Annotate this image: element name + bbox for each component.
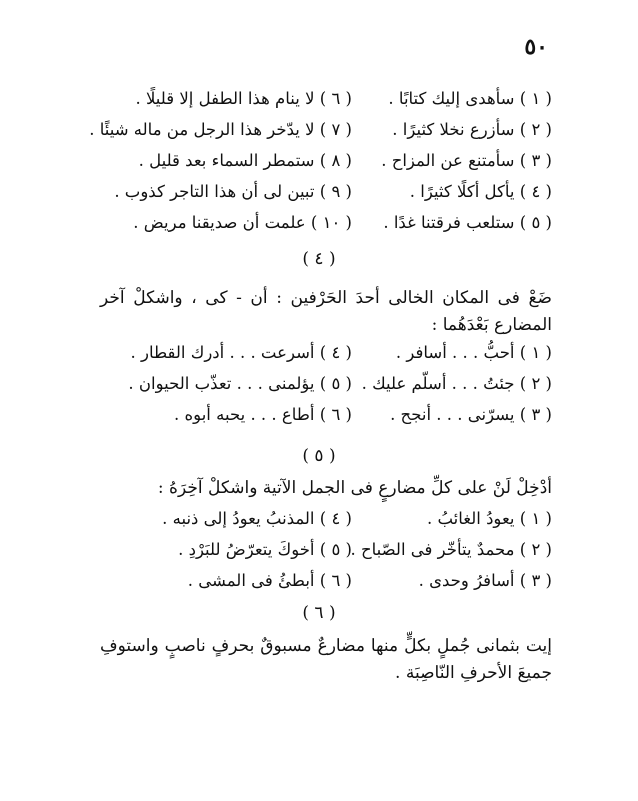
list-item: ( ٦ ) أبطئُ فى المشى .: [187, 571, 352, 590]
exercise-6-instruction: إيت بثمانى جُملٍ بكلٍّ منها مضارعٌ مسبوقٌ بحرفٍ ناصبٍ واستوفِ جميعَ الأحرفِ النّاصِبَة .: [100, 636, 552, 683]
list-item: ( ٤ ) أسرعت . . . أدرك القطار .: [130, 343, 352, 362]
list-item: ( ٣ ) يسرّنى . . . أنجح .: [390, 405, 552, 424]
exercise-5-heading: ( ٥ ): [302, 446, 336, 466]
list-item: ( ٦ ) لا ينام هذا الطفل إلا قليلًا .: [135, 89, 352, 108]
list-item: ( ٢ ) سأزرع نخلا كثيرًا .: [392, 120, 552, 139]
list-item: ( ١ ) سأهدى إليك كتابًا .: [388, 89, 552, 108]
list-item: ( ٥ ) ستلعب فرقتنا غدًا .: [383, 213, 552, 232]
exercise-6-heading: ( ٦ ): [302, 603, 336, 623]
exercise-4-instruction: ضَعْ فى المكان الخالى أحدَ الحَرْفين : أن - كى ، واشكلْ آخر المضارع بَعْدَهُما :: [100, 288, 552, 335]
exercise-3-sentence-list: [89, 89, 552, 244]
list-item: ( ٤ ) المذنبُ يعودُ إلى ذنبه .: [162, 509, 352, 528]
page-number: ٥٠: [524, 34, 548, 60]
list-item: ( ٥ ) يؤلمنى . . . تعذّب الحيوان .: [128, 374, 352, 393]
list-item: ( ٢ ) جئتُ . . . أسلّم عليك .: [361, 374, 552, 393]
list-item: ( ١ ) يعودُ الغائبُ .: [426, 509, 552, 528]
list-item: ( ١ ) أحبُّ . . . أسافر .: [395, 343, 552, 362]
list-item: ( ٧ ) لا يدّخر هذا الرجل من ماله شيئًا .: [89, 120, 352, 139]
list-item: ( ٨ ) ستمطر السماء بعد قليل .: [138, 151, 352, 170]
list-item: ( ٩ ) تبين لى أن هذا التاجر كذوب .: [114, 182, 352, 201]
list-item: ( ٣ ) سأمتنع عن المزاح .: [381, 151, 552, 170]
list-item: ( ٣ ) أسافرُ وحدى .: [418, 571, 552, 590]
list-item: ( ٤ ) يأكل أكلًا كثيرًا .: [409, 182, 552, 201]
list-item: ( ٥ ) أخوكَ يتعرّضُ للبَرْدِ .: [178, 540, 352, 559]
list-item: ( ٢ ) محمدٌ يتأخّر فى الصّباح .: [350, 540, 552, 559]
exercise-5-sentence-list: [122, 509, 552, 602]
exercise-4-sentence-list: [122, 343, 552, 436]
exercise-4-heading: ( ٤ ): [302, 249, 336, 269]
list-item: ( ١٠ ) علمت أن صديقنا مريض .: [133, 213, 352, 232]
list-item: ( ٦ ) أطاع . . . يحبه أبوه .: [174, 405, 352, 424]
exercise-5-instruction: أدْخِلْ لَنْ على كلِّ مضارعٍ فى الجمل الآتية واشكلْ آخِرَهُ :: [157, 478, 552, 498]
